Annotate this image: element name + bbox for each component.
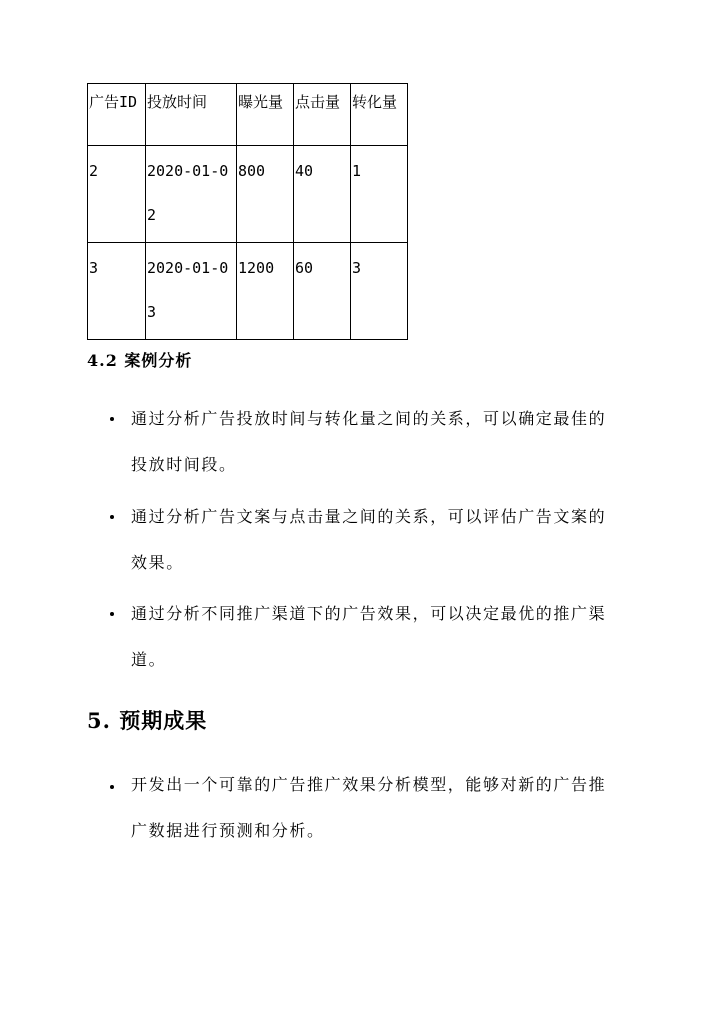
table-cell: 1200	[237, 243, 294, 340]
table-header-cell: 投放时间	[146, 84, 237, 146]
table-cell: 1	[351, 146, 408, 243]
table-cell: 3	[88, 243, 146, 340]
list-item-text: 通过分析不同推广渠道下的广告效果，可以决定最优的推广渠道。	[131, 604, 607, 669]
ad-data-table	[87, 83, 408, 340]
bullet-icon	[110, 417, 114, 421]
table-cell: 2020-01-02	[146, 146, 237, 243]
bullet-icon	[110, 515, 114, 519]
section-heading-expected-results: 5. 预期成果	[87, 708, 208, 733]
table-cell: 2020-01-03	[146, 243, 237, 340]
table-header-cell: 曝光量	[237, 84, 294, 146]
list-item-text: 通过分析广告文案与点击量之间的关系，可以评估广告文案的效果。	[131, 507, 607, 572]
table-cell: 2	[88, 146, 146, 243]
table-row	[88, 146, 408, 243]
table-row	[88, 243, 408, 340]
table-header-cell: 广告ID	[88, 84, 146, 146]
table-cell: 60	[294, 243, 351, 340]
bullet-icon	[110, 785, 114, 789]
table-cell: 40	[294, 146, 351, 243]
table-cell: 800	[237, 146, 294, 243]
list-item-text: 开发出一个可靠的广告推广效果分析模型，能够对新的广告推广数据进行预测和分析。	[131, 775, 607, 840]
bullet-icon	[110, 612, 114, 616]
table-header-row	[88, 84, 408, 146]
table-header-cell: 点击量	[294, 84, 351, 146]
table-cell: 3	[351, 243, 408, 340]
list-item-text: 通过分析广告投放时间与转化量之间的关系，可以确定最佳的投放时间段。	[131, 409, 607, 474]
table-header-cell: 转化量	[351, 84, 408, 146]
subsection-heading-case-analysis: 4.2 案例分析	[87, 351, 193, 370]
